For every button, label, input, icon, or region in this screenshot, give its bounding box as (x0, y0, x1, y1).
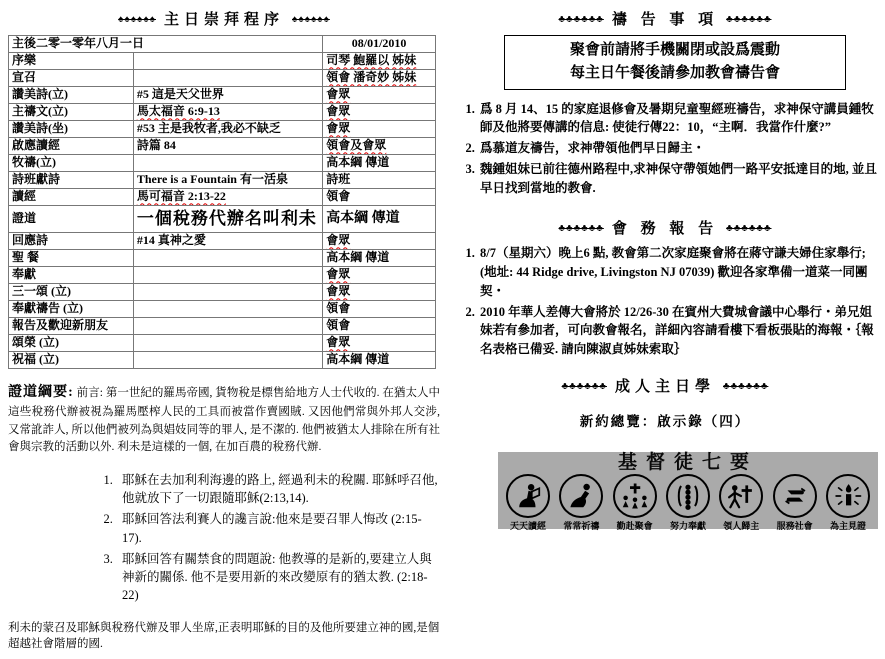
program-cell (133, 335, 322, 352)
program-cell (133, 352, 322, 369)
program-row (9, 70, 436, 87)
program-cell: 頌榮 (立) (9, 335, 134, 352)
program-cell: 詩班 (323, 172, 436, 189)
program-cell: 詩班獻詩 (9, 172, 134, 189)
announcements-page (452, 6, 878, 529)
program-row (9, 250, 436, 267)
list-item: 1. 爲 8 月 14、15 的家庭退修會及暑期兒童聖經班禱告，求神保守講員鍾牧師及他將要傳講的信息: 使徒行傳22：10，“主啊．我當作什麼?” (478, 100, 878, 138)
program-cell: 宣召 (9, 70, 134, 87)
program-row (9, 352, 436, 369)
sermon-points-list (8, 471, 440, 604)
sermon-outline-label: 證道綱要: (8, 385, 74, 400)
program-row (9, 87, 436, 104)
program-row (9, 233, 436, 250)
poster-icons-row (498, 474, 878, 532)
program-cell: 證道 (9, 206, 134, 233)
program-cell: 祝福 (立) (9, 352, 134, 369)
bible-reading-icon (506, 474, 550, 518)
program-row (9, 301, 436, 318)
program-cell: #14 真神之愛 (133, 233, 322, 250)
list-item: 2. 2010 年華人差傳大會將於 12/26-30 在賓州大費城會議中心舉行・弟兄姐妹若有參加者，可向教會報名，詳細內容請看樓下看板張貼的海報・｛報名表格已備妥. 請向陳淑貞姊妹索取｝ (478, 303, 878, 359)
program-row (9, 104, 436, 121)
program-cell (133, 53, 322, 70)
program-cell: #53 主是我牧者,我必不缺乏 (133, 121, 322, 138)
prayer-icon (559, 474, 603, 518)
church-report-list (452, 244, 878, 359)
program-row (9, 284, 436, 301)
poster-item (609, 474, 661, 532)
prayer-items-title (452, 8, 878, 29)
program-row (9, 155, 436, 172)
worship-program-table-body (9, 36, 436, 369)
offering-coins-fish-icon (666, 474, 710, 518)
poster-item-label: 天天讀經 (509, 520, 546, 531)
program-row (9, 206, 436, 233)
program-cell (133, 250, 322, 267)
list-item: 1. 耶穌在去加利利海邊的路上, 經過利未的稅關. 耶穌呼召他, 他就放下了一切跟隨耶穌(2:13,14). (116, 471, 440, 507)
program-cell: #5 這是天父世界 (133, 87, 322, 104)
program-cell: 一個稅務代辦名叫利未 (133, 206, 322, 233)
program-cell: 領會 潘奇妙 姊妹 (323, 70, 436, 87)
program-cell (133, 284, 322, 301)
program-cell: 序樂 (9, 53, 134, 70)
program-cell: 08/01/2010 (323, 36, 436, 53)
program-cell (133, 70, 322, 87)
list-item: 3. 魏鍾姐妹已前往德州路程中,求神保守帶領她們一路平安抵達目的地, 並且早日找到當地的教會. (478, 160, 878, 198)
program-row (9, 53, 436, 70)
program-cell: 馬可福音 2:13-22 (133, 189, 322, 206)
program-cell: 啟應讀經 (9, 138, 134, 155)
program-cell: 牧禱(立) (9, 155, 134, 172)
program-cell: 讚美詩(立) (9, 87, 134, 104)
program-cell: 主禱文(立) (9, 104, 134, 121)
program-cell: 會眾 (323, 284, 436, 301)
program-cell: 會眾 (323, 87, 436, 104)
program-row (9, 36, 436, 53)
program-cell (133, 318, 322, 335)
church-report-title-text: 會 務 報 告 (611, 221, 719, 238)
program-row (9, 172, 436, 189)
program-row (9, 138, 436, 155)
ornament-chain-icon: ♠♠♠♠♠♠ (292, 14, 330, 25)
seven-essentials-poster (498, 452, 878, 529)
poster-item-label: 勤赴聚會 (616, 520, 653, 531)
program-cell: 聖 餐 (9, 250, 134, 267)
assembly-cross-icon (613, 474, 657, 518)
poster-item (715, 474, 767, 532)
program-cell: 主後二零一零年八月一日 (9, 36, 323, 53)
program-cell: 讀經 (9, 189, 134, 206)
sermon-conclusion: 利未的蒙召及耶穌與稅務代辦及罪人坐席,正表明耶穌的目的及他所要建立神的國,是個超越社會階層的國. (8, 622, 440, 651)
list-item: 2. 耶穌回答法利賽人的讒言說:他來是要召罪人悔改 (2:15-17). (116, 510, 440, 546)
program-cell: 高本綱 傳道 (323, 155, 436, 172)
ornament-chain-icon: ♠♠♠♠♠♠ (118, 14, 156, 25)
adult-sunday-school-title (452, 375, 878, 396)
program-cell: 會眾 (323, 104, 436, 121)
sunday-school-topic: 新約總覽：啟示錄（四） (579, 413, 751, 429)
prayer-items-list (452, 100, 878, 198)
poster-title: 基督徒七要 (617, 451, 758, 473)
worship-program-table (8, 35, 436, 369)
ornament-chain-icon: ♣♣♣♣♣♣ (558, 14, 604, 25)
poster-item-label: 服務社會 (776, 520, 813, 531)
poster-item (769, 474, 821, 532)
program-cell: 領會 (323, 318, 436, 335)
poster-item-label: 為主見證 (829, 520, 866, 531)
sermon-outline-text: 前言: 第一世紀的羅馬帝國, 貨物稅是標售給地方人士代收的. 在猶太人中這些稅務代辦被視為羅馬壓榨人民的工具而被當作賣國賊. 又因他們常與外邦人交涉, 又常訛詐人, 所以他們被列為與娼妓同等的罪人, 是不潔的. 他們被猶太人排除在所有社會與宗教的活動以外. 利未是這樣的一個, 在加百農的稅務代辦. (8, 387, 440, 454)
program-row (9, 121, 436, 138)
program-cell: There is a Fountain 有一活泉 (133, 172, 322, 189)
program-cell: 回應詩 (9, 233, 134, 250)
program-cell: 會眾 (323, 233, 436, 250)
program-cell: 領會及會眾 (323, 138, 436, 155)
poster-item (555, 474, 607, 532)
list-item: 2. 爲慕道友禱告，求神帶領他們早日歸主・ (478, 139, 878, 158)
list-item: 1. 8/7（星期六）晚上6 點, 教會第二次家庭聚會將在蔣守謙夫婦住家舉行; (地址: 44 Ridge drive, Livingston NJ 07039) 歡迎各家準備一道菜一同團契・ (478, 244, 878, 300)
poster-item (662, 474, 714, 532)
program-row (9, 318, 436, 335)
poster-item-label: 領人歸主 (723, 520, 760, 531)
program-row (9, 335, 436, 352)
program-cell: 會眾 (323, 335, 436, 352)
serving-hands-icon (773, 474, 817, 518)
program-cell: 司琴 鮑羅以 姊妹 (323, 53, 436, 70)
program-cell: 奉獻禱告 (立) (9, 301, 134, 318)
ornament-chain-icon: ♣♣♣♣♣♣ (726, 14, 772, 25)
ornament-chain-icon: ♣♣♣♣♣♣ (561, 380, 607, 392)
ornament-chain-icon: ♣♣♣♣♣♣ (558, 223, 604, 235)
poster-item (502, 474, 554, 532)
program-cell: 會眾 (323, 121, 436, 138)
program-cell: 高本綱 傳道 (323, 250, 436, 267)
worship-order-page (8, 6, 440, 652)
notice-line: 每主日午餐後請參加教會禱告會 (569, 65, 780, 82)
program-cell: 領會 (323, 189, 436, 206)
sermon-outline (8, 382, 440, 457)
candle-witness-icon (826, 474, 870, 518)
program-cell: 讚美詩(坐) (9, 121, 134, 138)
ornament-chain-icon: ♣♣♣♣♣♣ (723, 380, 769, 392)
program-cell: 三一頌 (立) (9, 284, 134, 301)
program-cell (133, 301, 322, 318)
poster-item (822, 474, 874, 532)
program-cell: 報告及歡迎新朋友 (9, 318, 134, 335)
program-row (9, 267, 436, 284)
program-cell (133, 155, 322, 172)
program-cell: 領會 (323, 301, 436, 318)
program-cell: 會眾 (323, 267, 436, 284)
poster-item-label: 常常祈禱 (563, 520, 600, 531)
notice-box (504, 35, 846, 90)
adult-sunday-school-title-text: 成人主日學 (614, 378, 715, 395)
program-cell: 詩篇 84 (133, 138, 322, 155)
prayer-items-title-text: 禱 告 事 項 (611, 12, 719, 28)
program-cell: 馬太福音 6:9-13 (133, 104, 322, 121)
church-report-title (452, 217, 878, 238)
lead-to-cross-icon (719, 474, 763, 518)
ornament-chain-icon: ♣♣♣♣♣♣ (726, 223, 772, 235)
program-cell (133, 267, 322, 284)
worship-order-title (8, 8, 440, 29)
program-cell: 奉獻 (9, 267, 134, 284)
program-cell: 高本綱 傳道 (323, 352, 436, 369)
program-cell: 高本綱 傳道 (323, 206, 436, 233)
worship-order-title-text: 主日崇拜程序 (163, 12, 284, 28)
list-item: 3. 耶穌回答有關禁食的問題說: 他教導的是新的,要建立人與神新的關係. 他不是要用新的來改變原有的猶太教. (2:18-22) (116, 550, 440, 604)
poster-item-label: 努力奉獻 (669, 520, 706, 531)
notice-line: 聚會前請將手機關閉或設爲震動 (569, 42, 780, 58)
program-row (9, 189, 436, 206)
